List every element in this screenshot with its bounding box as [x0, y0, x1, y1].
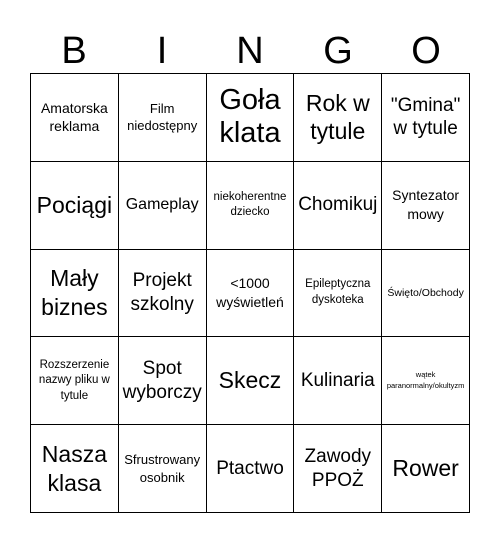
- bingo-cell[interactable]: wątek paranormalny/okultyzm: [382, 337, 470, 425]
- bingo-cell[interactable]: Syntezator mowy: [382, 162, 470, 250]
- bingo-cell[interactable]: Rozszerzenie nazwy pliku w tytule: [31, 337, 119, 425]
- header-letter-i: I: [156, 30, 168, 72]
- bingo-cell[interactable]: Święto/Obchody: [382, 250, 470, 338]
- bingo-cell[interactable]: Ptactwo: [207, 425, 295, 513]
- bingo-cell[interactable]: Rok w tytule: [294, 74, 382, 162]
- bingo-cell[interactable]: Gameplay: [119, 162, 207, 250]
- header-letter-b: B: [61, 30, 87, 72]
- bingo-cell[interactable]: Projekt szkolny: [119, 250, 207, 338]
- bingo-cell[interactable]: Film niedostępny: [119, 74, 207, 162]
- bingo-cell[interactable]: Zawody PPOŻ: [294, 425, 382, 513]
- bingo-cell[interactable]: niekoherentne dziecko: [207, 162, 295, 250]
- bingo-cell[interactable]: Pociągi: [31, 162, 119, 250]
- bingo-cell[interactable]: Skecz: [207, 337, 295, 425]
- bingo-cell[interactable]: Goła klata: [207, 74, 295, 162]
- bingo-grid: [30, 73, 470, 513]
- bingo-cell[interactable]: Chomikuj: [294, 162, 382, 250]
- bingo-cell[interactable]: Rower: [382, 425, 470, 513]
- bingo-cell[interactable]: "Gmina" w tytule: [382, 74, 470, 162]
- header-letter-o: O: [411, 30, 441, 72]
- header-letter-g: G: [323, 30, 353, 72]
- header-letter-n: N: [236, 30, 264, 72]
- bingo-cell[interactable]: Nasza klasa: [31, 425, 119, 513]
- bingo-header: [30, 28, 470, 74]
- bingo-cell[interactable]: Sfrustrowany osobnik: [119, 425, 207, 513]
- bingo-cell[interactable]: Epileptyczna dyskoteka: [294, 250, 382, 338]
- bingo-cell[interactable]: Amatorska reklama: [31, 74, 119, 162]
- bingo-cell[interactable]: Mały biznes: [31, 250, 119, 338]
- bingo-cell[interactable]: Spot wyborczy: [119, 337, 207, 425]
- bingo-cell[interactable]: Kulinaria: [294, 337, 382, 425]
- bingo-cell[interactable]: <1000 wyświetleń: [207, 250, 295, 338]
